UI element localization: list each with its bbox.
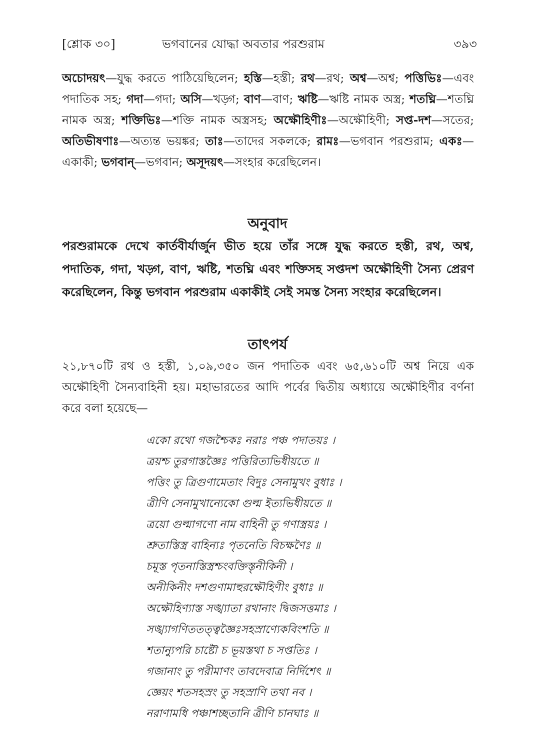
translation-heading: অনুবাদ [247,216,288,232]
sanskrit-term: বাণ [244,92,261,106]
term-meaning: —শক্তি নামক অস্ত্রসহ; [161,113,274,127]
verse-line: জ্ঞেয়ং শতসহস্রং তু সহস্রাণি তথা নব । [146,686,312,699]
verse-line: একো রথো গজশ্চৈকঃ নরাঃ পঞ্চ পদাতয়ঃ । [146,434,336,447]
purport-heading: তাৎপর্য [247,337,288,353]
term-meaning: —ভগবান পরশুরাম; [338,134,440,148]
word-for-word-meanings [62,68,474,173]
term-meaning: —হস্তী; [261,71,301,85]
verse-line: অনীকিনীং দশগুণামাহুরক্ষৌহিণীং বুধাঃ ॥ [146,581,323,594]
verse-line: গজানাং তু পরীমাণং তাবদেবাত্র নির্দিশেৎ ॥ [146,665,331,678]
verse-line: শতান্যুপরি চাষ্টৌ চ ভূয়স্তথা চ সপ্ততিঃ । [146,644,317,657]
term-meaning: —অত্যন্ত ভয়ঙ্কর; [118,134,206,148]
term-meaning: —শতঘ্নি নামক অস্ত্র; [62,92,475,127]
sanskrit-term: রামঃ [316,134,339,148]
term-meaning: —সতের; [431,113,474,127]
verse-line: শ্রুতাস্তিস্ত্র বাহিন্যঃ পৃতনেতি বিচক্ষণৈঃ ॥ [146,539,321,552]
sanskrit-term: ঋষ্টি [297,92,318,106]
verse-reference: [শ্লোক ৩০] [62,37,116,51]
term-meaning: —বাণ; [260,92,298,106]
verse-line: ত্রয়ো গুল্মাগণো নাম বাহিনী তু গণাস্ত্রয়ঃ । [146,518,327,531]
sanskrit-term: অতিভীষণাঃ [62,134,119,148]
page-number: ৩৯৩ [453,37,477,51]
verse-line: নরাণামধি পঞ্চাশচ্ছতানি ত্রীণি চানঘাঃ ॥ [146,707,319,720]
term-meaning: —যুদ্ধ করতে পাঠিয়েছিলেন; [105,71,245,85]
sanskrit-term: গদা [126,92,144,106]
sanskrit-term: পত্তিভিঃ [404,71,443,85]
translation-text: পরশুরামকে দেখে কার্তবীর্যার্জুন ভীত হয়ে তাঁর সঙ্গে যুদ্ধ করতে হস্তী, রথ, অশ্ব, পদাতিক, গদা, খড়্গ, বাণ, ঋষ্টি, শতঘ্নি এবং শক্তিসহ সপ্তদশ অক্ষৌহিণী সৈন্য প্রেরণ করেছিলেন, কিন্তু ভগবান পরশুরাম একাকীই সেই সমস্ত সৈন্য সংহার করেছিলেন। [62,239,474,299]
quoted-sanskrit-verse [146,430,486,724]
sanskrit-term: শতঘ্নি [409,92,437,106]
sanskrit-term: হস্তি [244,71,262,85]
sanskrit-term: ভগবান্ [101,155,135,169]
sanskrit-term: সপ্ত-দশ [396,113,432,127]
verse-line: পত্তিং তু ত্রিগুণামেতাং বিদুঃ সেনামুখং বুধাঃ । [146,476,342,489]
sanskrit-term: অচোদয়ৎ [62,71,106,85]
chapter-title: ভগবানের যোদ্ধা অবতার পরশুরাম [162,37,325,51]
term-meaning: —ঋষ্টি নামক অস্ত্র; [317,92,410,106]
verse-line: ত্রয়শ্চ তুরগাস্তজ্ঞৈঃ পত্তিরিত্যভিধীয়তে ॥ [146,455,319,468]
term-meaning: —গদা; [143,92,181,106]
verse-line: অক্ষৌহিণ্যাস্ত সঙ্খ্যাতা রথানাং দ্বিজসত্তমাঃ । [146,602,336,615]
term-meaning: —এবং পদাতিক সহ; [62,71,474,106]
sanskrit-term: অক্ষৌহিণীঃ [273,113,328,127]
sanskrit-term: অসি [180,92,202,106]
term-meaning: —রথ; [314,71,350,85]
page-header [62,36,477,56]
sanskrit-term: অশ্ব [349,71,367,85]
verse-line: চমূস্ত পৃতনাস্তিস্ত্রশ্চংবক্তিস্তৃনীকিনী । [146,560,293,573]
term-meaning: —তাদের সকলকে; [223,134,317,148]
purport-text: ২১,৮৭০টি রথ ও হস্তী, ১,০৯,৩৫০ জন পদাতিক এবং ৬৫,৬১০টি অশ্ব নিয়ে এক অক্ষৌহিণী সৈন্যবাহিনী হয়। মহাভারতের আদি পর্বের দ্বিতীয় অধ্যায়ে অক্ষৌহিণীর বর্ণনা করে বলা হয়েছে— [62,359,474,415]
sanskrit-term: অসূদয়ৎ [186,155,224,169]
term-meaning: —একাকী; [62,134,474,169]
term-meaning: —সংহার করেছিলেন। [223,155,321,169]
term-meaning: —অক্ষৌহিণী; [327,113,397,127]
term-meaning: —ভগবান; [134,155,187,169]
sanskrit-term: রথ [300,71,315,85]
verse-line: ত্রীণি সেনামুখান্যেকো গুল্ম ইত্যভিধীয়তে ॥ [146,497,332,510]
sanskrit-term: একঃ [439,134,463,148]
verse-line: সঙ্খ্যাগণিততত্ত্বজ্ঞৈঃসহস্রাণ্যেকবিংশতি ॥ [146,623,329,636]
sanskrit-term: শক্তিভিঃ [121,113,162,127]
term-meaning: —অশ্ব; [366,71,405,85]
term-meaning: —খড়্গ; [201,92,245,106]
sanskrit-term: তাঃ [205,134,224,148]
